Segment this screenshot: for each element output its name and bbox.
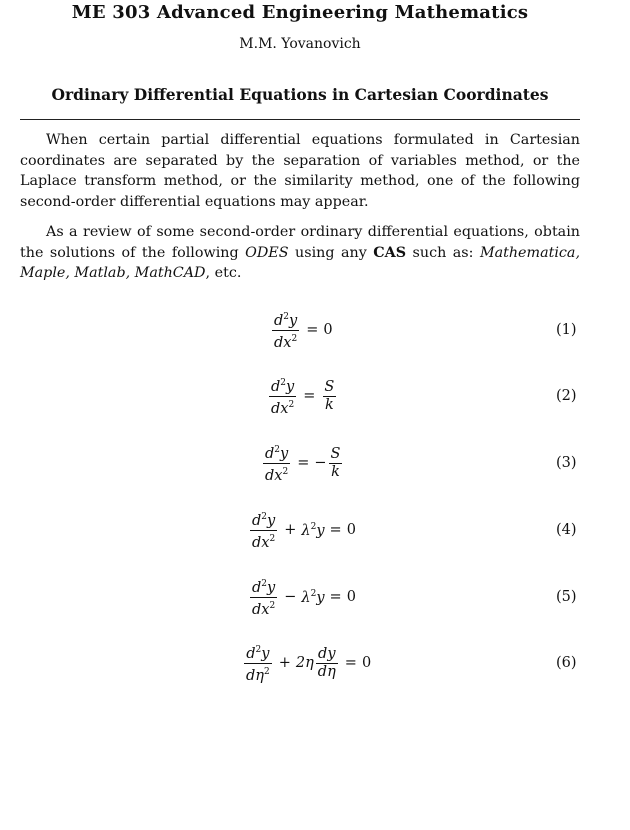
equation-5-body: $\frac{d^2y}{dx^2}$ − $\lambda^2y$ = 0 [248, 575, 356, 619]
review-suffix: , etc. [205, 265, 242, 281]
equation-number: (2) [556, 388, 577, 404]
review-paragraph [20, 222, 580, 284]
section-title: Ordinary Differential Equations in Cartesian Coordinates [51, 85, 549, 104]
equation-number: (3) [556, 455, 577, 471]
equation-2-body: $\frac{d^2y}{dx^2}$ = $\frac{S}{k}$ [267, 374, 338, 418]
equation-number: (4) [556, 522, 577, 538]
equation-3 [0, 441, 630, 485]
fraction: $\frac{S}{k}$ [330, 445, 341, 480]
author-name: M.M. Yovanovich [239, 36, 361, 52]
review-prefix: As a review of some second-order ordinary differential equations, obtain the solutions of the following [20, 224, 580, 261]
equation-6-body: $\frac{d^2y}{d\eta^2}$ + 2η $\frac{dy}{d\eta}$ = 0 [242, 641, 371, 685]
equation-4 [0, 508, 630, 552]
odes-term: ODES [245, 244, 289, 261]
intro-paragraph: When certain partial differential equations formulated in Cartesian coordinates are separated by the separation of variables method, or the Laplace transform method, or the similarity method, one of the following second-order differential equations may appear. [20, 132, 580, 210]
cas-tools: Mathematica, Maple, Matlab, MathCAD [20, 244, 580, 281]
horizontal-rule [20, 119, 580, 120]
fraction: $\frac{d^2y}{d\eta^2}$ [246, 644, 270, 684]
equation-5 [0, 575, 630, 619]
equation-1-body: $\frac{d^2y}{dx^2}$ = 0 [270, 308, 333, 352]
fraction: $\frac{d^2y}{dx^2}$ [252, 578, 276, 618]
equation-number: (5) [556, 589, 577, 605]
fraction: $\frac{dy}{d\eta}$ [317, 645, 336, 680]
fraction: $\frac{d^2y}{dx^2}$ [265, 444, 289, 484]
equation-number: (1) [556, 322, 577, 338]
review-suchas: such as: [406, 244, 480, 261]
fraction: $\frac{d^2y}{dx^2}$ [252, 511, 276, 551]
equation-number: (6) [556, 655, 577, 671]
course-title: ME 303 Advanced Engineering Mathematics [71, 2, 529, 23]
equation-2 [0, 374, 630, 418]
fraction: $\frac{S}{k}$ [324, 378, 335, 413]
equation-1 [0, 308, 630, 352]
fraction: $\frac{d^2y}{dx^2}$ [271, 377, 295, 417]
cas-term: CAS [373, 244, 407, 261]
equation-6 [0, 641, 630, 685]
review-mid: using any [288, 244, 374, 261]
equation-3-body: $\frac{d^2y}{dx^2}$ = − $\frac{S}{k}$ [261, 441, 344, 485]
fraction: $\frac{d^2y}{dx^2}$ [274, 311, 298, 351]
equation-4-body: $\frac{d^2y}{dx^2}$ + $\lambda^2y$ = 0 [248, 508, 356, 552]
